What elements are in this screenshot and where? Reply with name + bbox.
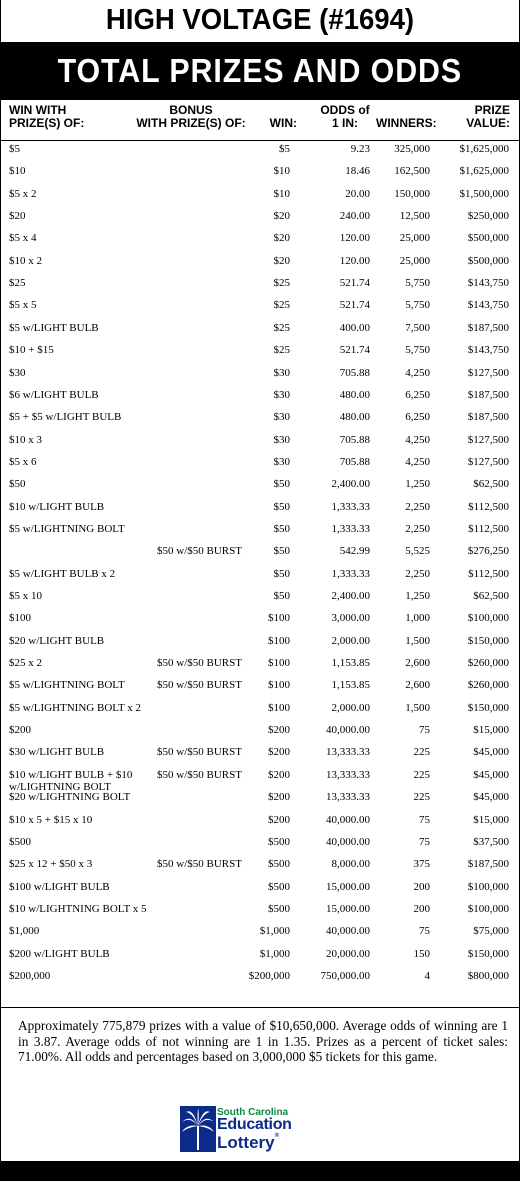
cell-win-with: $10 [9, 165, 26, 178]
cell-win-with: $25 x 12 + $50 x 3 [9, 858, 93, 871]
cell-prize-value: $250,000 [467, 210, 509, 223]
cell-winners: 75 [419, 813, 430, 826]
cell-prize-value: $62,500 [473, 478, 509, 491]
cell-prize-value: $1,625,000 [459, 165, 509, 178]
cell-win: $25 [273, 321, 290, 334]
cell-bonus: $50 w/$50 BURST [157, 657, 242, 670]
cell-prize-value: $15,000 [473, 813, 509, 826]
cell-prize-value: $100,000 [467, 612, 509, 625]
cell-winners: 75 [419, 835, 430, 848]
cell-win-with: $10 w/LIGHTNING BOLT x 5 [9, 902, 147, 915]
cell-win: $25 [273, 277, 290, 290]
header-winners-label: WINNERS: [376, 116, 437, 130]
cell-winners: 2,250 [405, 500, 430, 513]
header-win-with-line1: WIN WITH [9, 103, 67, 117]
cell-winners: 1,500 [405, 634, 430, 647]
cell-bonus: $50 w/$50 BURST [157, 768, 242, 781]
cell-prize-value: $127,500 [467, 366, 509, 379]
cell-win: $500 [268, 902, 290, 915]
cell-winners: 7,500 [405, 321, 430, 334]
cell-prize-value: $187,500 [467, 858, 509, 871]
game-title: HIGH VOLTAGE (#1694) [13, 0, 507, 40]
cell-winners: 25,000 [399, 254, 430, 267]
cell-win-with: $5 + $5 w/LIGHT BULB [9, 411, 122, 424]
cell-winners: 5,525 [405, 545, 430, 558]
cell-win: $100 [268, 657, 290, 670]
cell-odds: 18.46 [345, 165, 370, 178]
cell-winners: 2,250 [405, 522, 430, 535]
cell-win: $30 [273, 455, 290, 468]
banner [0, 42, 520, 100]
cell-prize-value: $62,500 [473, 590, 509, 602]
cell-win: $1,000 [259, 947, 290, 960]
cell-winners: 75 [419, 925, 430, 938]
cell-win: $200,000 [248, 969, 290, 982]
cell-win: $50 [273, 567, 290, 580]
cell-win-with: $30 w/LIGHT BULB [9, 746, 105, 759]
header-win [262, 104, 297, 140]
cell-odds: 15,000.00 [326, 880, 370, 893]
cell-prize-value: $1,500,000 [459, 187, 509, 200]
cell-win-with: $50 [9, 478, 26, 491]
cell-win: $100 [268, 612, 290, 625]
cell-prize-value: $127,500 [467, 433, 509, 446]
header-odds-line1: ODDS of [320, 103, 370, 117]
cell-win: $20 [273, 232, 290, 245]
cell-prize-value: $100,000 [467, 880, 509, 893]
cell-win-with: $5 x 10 [9, 590, 42, 602]
cell-win: $500 [268, 880, 290, 893]
cell-odds: 2,400.00 [331, 478, 370, 491]
cell-win-with: $20 w/LIGHT BULB [9, 634, 105, 647]
header-bonus-line2: WITH PRIZE(S) OF: [136, 116, 246, 130]
cell-odds: 2,000.00 [331, 701, 370, 714]
cell-win-with: $25 x 2 [9, 657, 42, 670]
header-odds-line2: 1 IN: [331, 116, 358, 130]
cell-win-with: $10 w/LIGHT BULB [9, 500, 105, 513]
cell-win: $50 [273, 545, 290, 558]
cell-win-with-continued: w/LIGHTNING BOLT [9, 780, 111, 793]
cell-winners: 150 [413, 947, 430, 960]
cell-prize-value: $15,000 [473, 724, 509, 737]
cell-win-with: $200 [9, 724, 31, 737]
cell-odds: 705.88 [339, 433, 370, 446]
cell-win-with: $5 x 4 [9, 232, 37, 245]
bottom-bar [0, 1161, 520, 1181]
cell-win-with: $5 w/LIGHT BULB [9, 321, 99, 334]
cell-winners: 6,250 [405, 411, 430, 424]
cell-bonus: $50 w/$50 BURST [157, 679, 242, 692]
cell-win: $5 [279, 143, 290, 155]
cell-winners: 75 [419, 724, 430, 737]
header-win-with-line2: PRIZE(S) OF: [9, 116, 85, 130]
cell-odds: 8,000.00 [331, 858, 370, 871]
cell-prize-value: $500,000 [467, 254, 509, 267]
cell-winners: 12,500 [399, 210, 430, 223]
header-divider [0, 140, 520, 141]
header-win-label: WIN: [269, 116, 297, 130]
cell-win: $500 [268, 835, 290, 848]
cell-winners: 1,500 [405, 701, 430, 714]
cell-win-with: $25 [9, 277, 26, 290]
cell-winners: 375 [413, 858, 430, 871]
cell-odds: 705.88 [339, 455, 370, 468]
cell-winners: 1,000 [405, 612, 430, 625]
cell-win: $20 [273, 210, 290, 223]
cell-win-with: $20 [9, 210, 26, 223]
cell-odds: 750,000.00 [320, 969, 370, 982]
cell-odds: 40,000.00 [326, 835, 370, 848]
cell-winners: 25,000 [399, 232, 430, 245]
cell-win: $25 [273, 344, 290, 357]
cell-prize-value: $112,500 [468, 567, 509, 580]
cell-prize-value: $150,000 [467, 634, 509, 647]
cell-prize-value: $260,000 [467, 679, 509, 692]
cell-win-with: $200,000 [9, 969, 51, 982]
cell-odds: 120.00 [339, 254, 370, 267]
cell-prize-value: $800,000 [467, 969, 509, 982]
odds-summary: Approximately 775,879 prizes with a value of $10,650,000. Average odds of winning are 1 in 3.87. Average odds of not winning are 1 in 1.35. Prizes as a percent of ticket sales: 71.00%. All odds and percentages based on 3,000,000 $5 tickets for this game. [18, 1018, 508, 1064]
cell-odds: 15,000.00 [326, 902, 370, 915]
cell-bonus: $50 w/$50 BURST [157, 746, 242, 759]
cell-winners: 225 [413, 791, 430, 804]
palmetto-tree-icon [180, 1106, 216, 1152]
cell-win-with: $5 x 5 [9, 299, 37, 312]
cell-odds: 13,333.33 [326, 768, 370, 781]
header-prize-line2: VALUE: [466, 116, 510, 130]
cell-winners: 2,600 [405, 679, 430, 692]
cell-prize-value: $187,500 [467, 321, 509, 334]
cell-odds: 2,000.00 [331, 634, 370, 647]
cell-odds: 2,400.00 [331, 590, 370, 602]
cell-win: $1,000 [259, 925, 290, 938]
header-prize-line1: PRIZE [474, 103, 510, 117]
cell-win: $50 [273, 590, 290, 602]
cell-odds: 9.23 [350, 143, 370, 155]
cell-winners: 1,250 [405, 478, 430, 491]
cell-win: $200 [268, 768, 290, 781]
cell-win-with: $100 w/LIGHT BULB [9, 880, 110, 893]
cell-odds: 1,153.85 [331, 679, 370, 692]
cell-prize-value: $150,000 [467, 947, 509, 960]
cell-win: $30 [273, 433, 290, 446]
cell-odds: 40,000.00 [326, 724, 370, 737]
sc-education-lottery-logo [180, 1106, 330, 1156]
cell-odds: 400.00 [339, 321, 370, 334]
cell-win-with: $5 w/LIGHTNING BOLT x 2 [9, 701, 141, 714]
cell-win: $100 [268, 701, 290, 714]
cell-odds: 705.88 [339, 366, 370, 379]
logo-trademark: ® [274, 1133, 280, 1139]
cell-win: $200 [268, 724, 290, 737]
cell-win: $200 [268, 813, 290, 826]
cell-winners: 325,000 [394, 143, 430, 155]
cell-winners: 4,250 [405, 433, 430, 446]
header-bonus [136, 104, 246, 140]
cell-prize-value: $100,000 [467, 902, 509, 915]
cell-prize-value: $112,500 [468, 522, 509, 535]
cell-win: $30 [273, 366, 290, 379]
cell-odds: 480.00 [339, 388, 370, 401]
header-bonus-line1: BONUS [169, 103, 213, 117]
cell-winners: 2,600 [405, 657, 430, 670]
cell-win-with: $10 x 3 [9, 433, 42, 446]
logo-lottery-word: Lottery [217, 1133, 275, 1152]
cell-prize-value: $45,000 [473, 791, 509, 804]
cell-win-with: $500 [9, 835, 31, 848]
cell-prize-value: $37,500 [473, 835, 509, 848]
cell-win-with: $10 + $15 [9, 344, 54, 357]
cell-odds: 13,333.33 [326, 791, 370, 804]
cell-prize-value: $75,000 [473, 925, 509, 938]
cell-odds: 521.74 [339, 299, 370, 312]
logo-line-education: Education [217, 1116, 292, 1133]
cell-winners: 4 [424, 969, 430, 982]
cell-win-with: $5 w/LIGHT BULB x 2 [9, 567, 116, 580]
cell-prize-value: $112,500 [468, 500, 509, 513]
banner-text: TOTAL PRIZES AND ODDS [57, 52, 463, 89]
cell-prize-value: $187,500 [467, 411, 509, 424]
cell-prize-value: $45,000 [473, 746, 509, 759]
logo-line-lottery [217, 1133, 279, 1153]
cell-odds: 40,000.00 [326, 813, 370, 826]
cell-win-with: $10 x 5 + $15 x 10 [9, 813, 93, 826]
cell-winners: 6,250 [405, 388, 430, 401]
cell-win-with: $5 w/LIGHTNING BOLT [9, 679, 125, 692]
cell-odds: 20,000.00 [326, 947, 370, 960]
cell-win: $100 [268, 634, 290, 647]
cell-winners: 162,500 [394, 165, 430, 178]
cell-prize-value: $260,000 [467, 657, 509, 670]
cell-win-with: $10 w/LIGHT BULB + $10 [9, 768, 133, 781]
cell-odds: 521.74 [339, 344, 370, 357]
cell-prize-value: $150,000 [467, 701, 509, 714]
cell-prize-value: $500,000 [467, 232, 509, 245]
cell-winners: 225 [413, 746, 430, 759]
cell-win: $200 [268, 791, 290, 804]
cell-win-with: $200 w/LIGHT BULB [9, 947, 110, 960]
cell-win: $200 [268, 746, 290, 759]
header-prize-value [452, 104, 510, 140]
cell-odds: 1,333.33 [331, 567, 370, 580]
header-odds [320, 104, 370, 140]
cell-odds: 1,153.85 [331, 657, 370, 670]
cell-win-with: $100 [9, 612, 31, 625]
cell-odds: 521.74 [339, 277, 370, 290]
cell-win: $10 [273, 187, 290, 200]
cell-winners: 5,750 [405, 344, 430, 357]
cell-odds: 1,333.33 [331, 522, 370, 535]
cell-win-with: $1,000 [9, 925, 40, 938]
cell-winners: 200 [413, 880, 430, 893]
cell-win: $30 [273, 411, 290, 424]
cell-winners: 4,250 [405, 455, 430, 468]
cell-prize-value: $143,750 [467, 344, 509, 357]
cell-odds: 542.99 [339, 545, 370, 558]
cell-win: $50 [273, 522, 290, 535]
cell-odds: 3,000.00 [331, 612, 370, 625]
cell-odds: 240.00 [339, 210, 370, 223]
cell-odds: 40,000.00 [326, 925, 370, 938]
cell-odds: 13,333.33 [326, 746, 370, 759]
cell-odds: 120.00 [339, 232, 370, 245]
cell-odds: 1,333.33 [331, 500, 370, 513]
cell-win-with: $5 [9, 143, 20, 155]
cell-win: $30 [273, 388, 290, 401]
cell-win-with: $20 w/LIGHTNING BOLT [9, 791, 131, 804]
cell-win-with: $5 w/LIGHTNING BOLT [9, 522, 125, 535]
cell-win: $500 [268, 858, 290, 871]
cell-win-with: $10 x 2 [9, 254, 42, 267]
cell-win: $100 [268, 679, 290, 692]
header-winners [376, 104, 436, 140]
cell-winners: 2,250 [405, 567, 430, 580]
cell-winners: 5,750 [405, 299, 430, 312]
cell-win: $20 [273, 254, 290, 267]
cell-win-with: $5 x 6 [9, 455, 37, 468]
cell-bonus: $50 w/$50 BURST [157, 858, 242, 871]
cell-win-with: $5 x 2 [9, 187, 37, 200]
cell-bonus: $50 w/$50 BURST [157, 545, 242, 558]
table-bottom-divider [0, 1007, 520, 1008]
cell-prize-value: $143,750 [467, 277, 509, 290]
cell-winners: 4,250 [405, 366, 430, 379]
cell-prize-value: $276,250 [467, 545, 509, 558]
cell-win: $25 [273, 299, 290, 312]
cell-win: $50 [273, 500, 290, 513]
cell-prize-value: $143,750 [467, 299, 509, 312]
cell-winners: 200 [413, 902, 430, 915]
cell-odds: 20.00 [345, 187, 370, 200]
cell-win: $10 [273, 165, 290, 178]
cell-winners: 1,250 [405, 590, 430, 602]
cell-prize-value: $127,500 [467, 455, 509, 468]
cell-odds: 480.00 [339, 411, 370, 424]
logo-line-state: South Carolina [217, 1107, 289, 1118]
cell-win-with: $6 w/LIGHT BULB [9, 388, 99, 401]
cell-prize-value: $45,000 [473, 768, 509, 781]
cell-winners: 225 [413, 768, 430, 781]
cell-win: $50 [273, 478, 290, 491]
cell-prize-value: $1,625,000 [459, 143, 509, 155]
cell-winners: 5,750 [405, 277, 430, 290]
cell-prize-value: $187,500 [467, 388, 509, 401]
header-win-with [9, 104, 84, 140]
cell-win-with: $30 [9, 366, 26, 379]
cell-winners: 150,000 [394, 187, 430, 200]
